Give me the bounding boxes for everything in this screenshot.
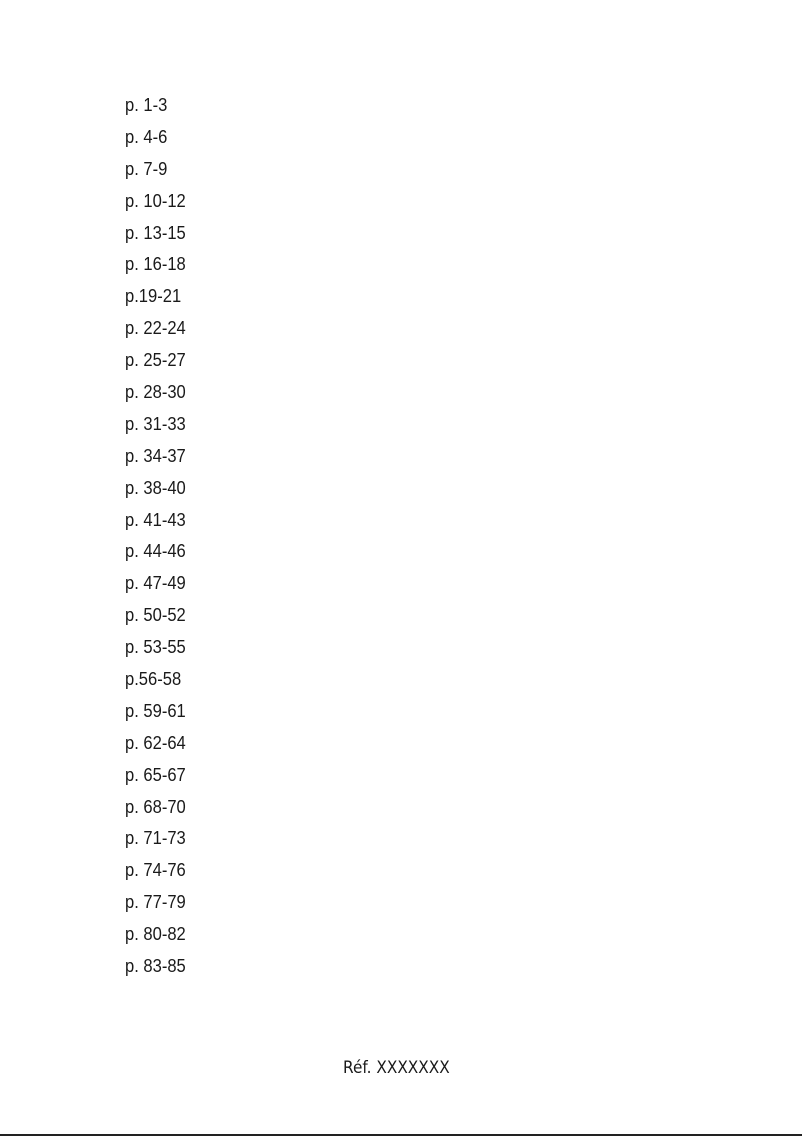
language-row [0, 438, 400, 470]
language-page-range: p. 10-12 [125, 190, 186, 211]
language-row [0, 470, 400, 502]
language-page-range: p.56-58 [125, 669, 182, 690]
language-row [0, 980, 400, 1012]
language-row [0, 278, 400, 310]
language-row [0, 725, 400, 757]
language-row [0, 693, 400, 725]
language-page-range: p. 65-67 [125, 764, 186, 785]
reference-number: Réf. XXXXXXX [343, 1058, 450, 1078]
language-row [0, 661, 400, 693]
language-row [0, 374, 400, 406]
language-row [0, 183, 400, 215]
language-page-range: p. 4-6 [125, 126, 168, 147]
language-page-range: p. 62-64 [125, 732, 186, 753]
language-index [0, 87, 400, 1044]
language-row [0, 597, 400, 629]
language-page-range: p. 28-30 [125, 382, 186, 403]
language-row [0, 310, 400, 342]
language-row [0, 533, 400, 565]
language-page-range: p. 50-52 [125, 605, 186, 626]
language-page-range: p. 7-9 [125, 158, 168, 179]
language-page-range: p. 44-46 [125, 541, 186, 562]
language-row [0, 852, 400, 884]
language-page-range: p. 71-73 [125, 828, 186, 849]
language-row [0, 342, 400, 374]
language-page-range: p. 74-76 [125, 860, 186, 881]
language-page-range: p. 77-79 [125, 892, 186, 913]
language-row [0, 565, 400, 597]
language-page-range: p. 47-49 [125, 573, 186, 594]
language-page-range: p.19-21 [125, 286, 182, 307]
language-page-range: p. 22-24 [125, 318, 186, 339]
language-page-range: p. 53-55 [125, 637, 186, 658]
language-row [0, 151, 400, 183]
language-row [0, 246, 400, 278]
language-row [0, 1012, 400, 1044]
language-row [0, 215, 400, 247]
language-row [0, 502, 400, 534]
language-page-range: p. 83-85 [125, 956, 186, 977]
language-row [0, 757, 400, 789]
language-page-range: p. 38-40 [125, 477, 186, 498]
language-row [0, 87, 400, 119]
language-page-range: p. 31-33 [125, 413, 186, 434]
language-page-range: p. 13-15 [125, 222, 186, 243]
language-row [0, 119, 400, 151]
language-row [0, 884, 400, 916]
language-row [0, 789, 400, 821]
language-row [0, 406, 400, 438]
language-row [0, 948, 400, 980]
language-page-range: p. 59-61 [125, 700, 186, 721]
language-page-range: p. 16-18 [125, 254, 186, 275]
language-page-range: p. 34-37 [125, 445, 186, 466]
language-page-range: p. 1-3 [125, 95, 168, 115]
language-row [0, 916, 400, 948]
language-page-range: p. 80-82 [125, 924, 186, 945]
language-row [0, 629, 400, 661]
language-page-range: p. 41-43 [125, 509, 186, 530]
language-row [0, 820, 400, 852]
language-page-range: p. 25-27 [125, 350, 186, 371]
language-page-range: p. 68-70 [125, 796, 186, 817]
